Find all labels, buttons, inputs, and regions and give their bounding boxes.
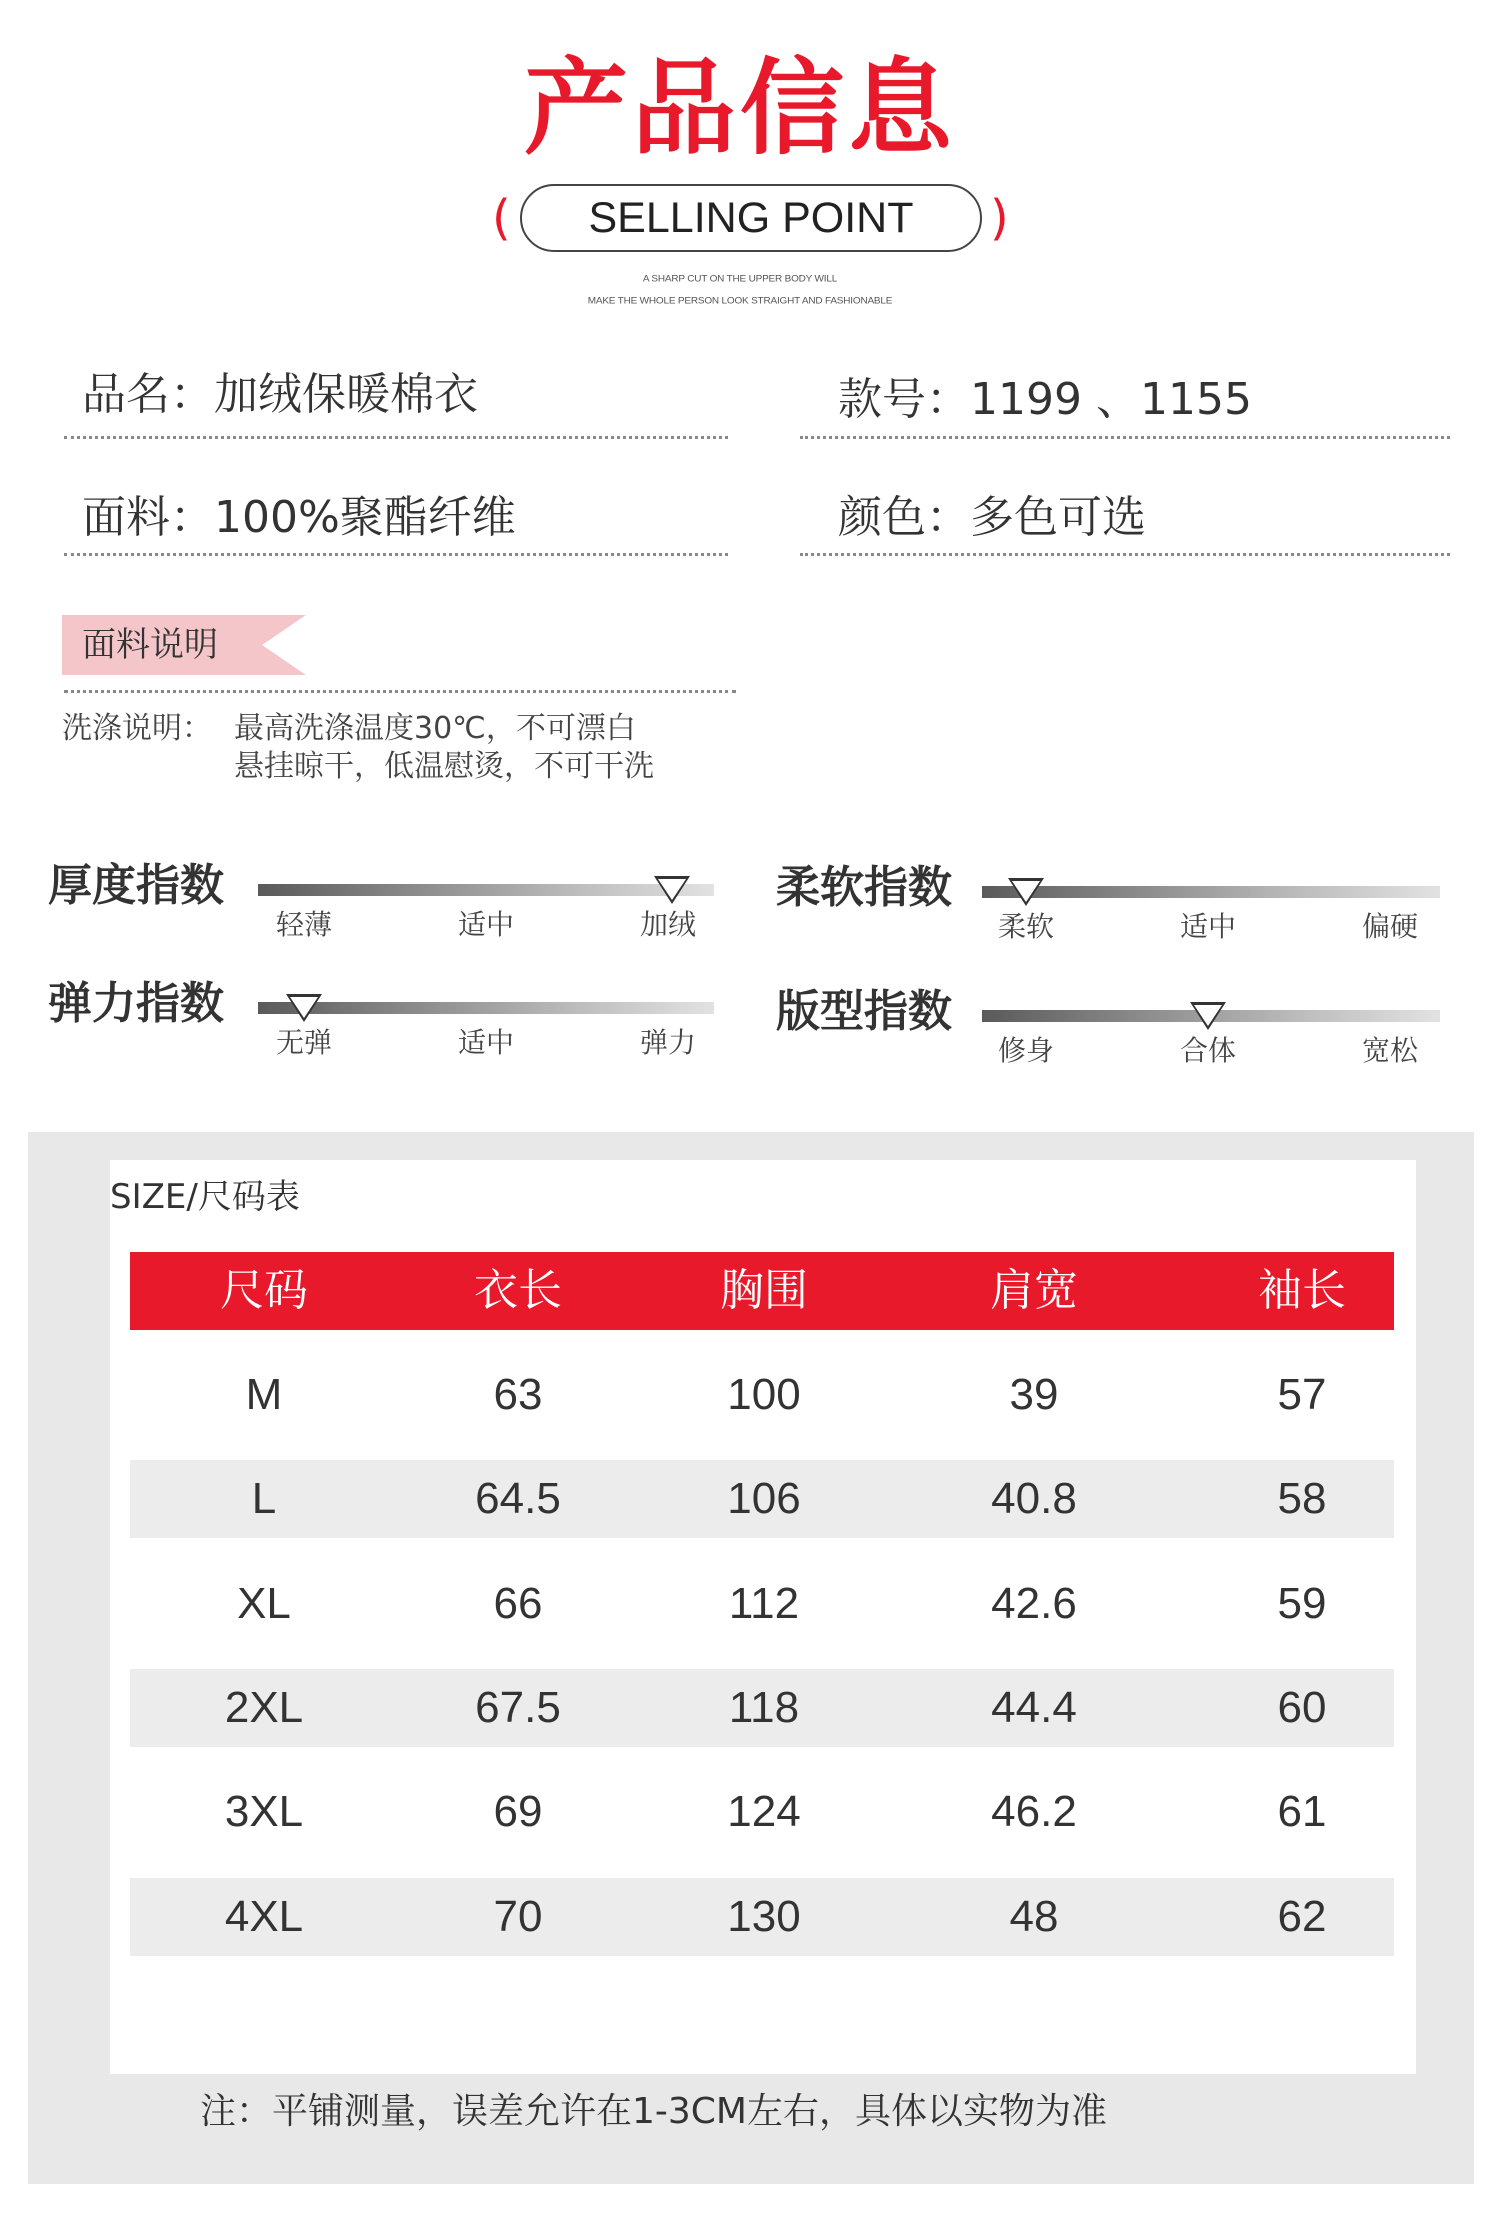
cell-shoulder: 39: [1009, 1370, 1059, 1419]
table-row: [130, 1565, 1394, 1643]
header-length: 衣长: [474, 1265, 562, 1316]
thickness-index-title: 厚度指数: [48, 860, 224, 911]
elasticity-index-title: 弹力指数: [48, 978, 224, 1029]
wash-line-2: 悬挂晾干，低温慰烫，不可干洗: [234, 749, 654, 784]
fit-index-title: 版型指数: [776, 986, 952, 1037]
thickness-label-thin: 轻薄: [276, 908, 333, 941]
cell-chest: 124: [727, 1787, 801, 1836]
header-chest: 胸围: [720, 1265, 808, 1316]
cell-chest: 106: [727, 1474, 801, 1523]
softness-marker-icon: [1008, 878, 1044, 906]
cell-size: XL: [237, 1579, 291, 1628]
table-row: [130, 1460, 1394, 1538]
cell-length: 67.5: [475, 1683, 561, 1732]
cell-shoulder: 44.4: [991, 1683, 1077, 1732]
cell-size: 4XL: [224, 1892, 304, 1941]
fabric-tag-label: 面料说明: [82, 625, 218, 665]
header-shoulder: 肩宽: [990, 1265, 1078, 1316]
color-info: 颜色：多色可选: [838, 492, 1146, 543]
cell-shoulder: 48: [1009, 1892, 1059, 1941]
product-name: 品名：加绒保暖棉衣: [82, 369, 478, 420]
size-table-header: [130, 1252, 1394, 1330]
divider: [800, 436, 1450, 439]
cell-chest: 100: [727, 1370, 801, 1419]
cell-shoulder: 42.6: [991, 1579, 1077, 1628]
wash-label: 洗涤说明：: [62, 711, 212, 746]
divider: [64, 436, 728, 439]
cell-shoulder: 46.2: [991, 1787, 1077, 1836]
tagline-line-1: A SHARP CUT ON THE UPPER BODY WILL: [642, 274, 838, 285]
cell-sleeve: 59: [1277, 1579, 1327, 1628]
thickness-marker-icon: [654, 876, 690, 904]
softness-index-title: 柔软指数: [776, 862, 952, 913]
elasticity-label-none: 无弹: [276, 1026, 333, 1059]
table-row: [130, 1669, 1394, 1747]
header-size: 尺码: [220, 1265, 308, 1316]
fit-label-loose: 宽松: [1362, 1034, 1419, 1067]
cell-chest: 112: [728, 1579, 800, 1628]
fit-label-regular: 合体: [1180, 1034, 1237, 1067]
cell-length: 69: [493, 1787, 543, 1836]
wash-line-1: 最高洗涤温度30℃，不可漂白: [234, 711, 636, 746]
cell-chest: 130: [727, 1892, 801, 1941]
cell-length: 64.5: [475, 1474, 561, 1523]
softness-label-hard: 偏硬: [1362, 910, 1419, 943]
cell-size: M: [245, 1370, 283, 1419]
tagline-line-2: MAKE THE WHOLE PERSON LOOK STRAIGHT AND FASHIONABLE: [587, 296, 893, 307]
table-row: [130, 1773, 1394, 1851]
elasticity-label-medium: 适中: [458, 1026, 515, 1059]
elasticity-scale-bar: [258, 1002, 714, 1014]
size-table-label: SIZE/尺码表: [110, 1177, 300, 1217]
fabric-info: 面料：100%聚酯纤维: [82, 492, 516, 543]
selling-point-pill: SELLING POINT: [520, 184, 982, 252]
page-title: 产品信息: [523, 47, 956, 169]
cell-length: 63: [493, 1370, 543, 1419]
divider: [64, 553, 728, 556]
thickness-label-fleece: 加绒: [640, 908, 697, 941]
left-paren: (: [492, 190, 511, 246]
cell-chest: 118: [728, 1683, 800, 1732]
softness-label-medium: 适中: [1180, 910, 1237, 943]
cell-sleeve: 60: [1277, 1683, 1327, 1732]
header-sleeve: 袖长: [1258, 1265, 1346, 1316]
cell-sleeve: 62: [1277, 1892, 1327, 1941]
softness-label-soft: 柔软: [998, 910, 1055, 943]
style-number: 款号：1199 、1155: [838, 374, 1252, 425]
cell-size: 2XL: [224, 1683, 304, 1732]
cell-sleeve: 61: [1277, 1787, 1327, 1836]
softness-scale-bar: [982, 886, 1440, 898]
cell-sleeve: 58: [1277, 1474, 1327, 1523]
cell-size: 3XL: [224, 1787, 304, 1836]
cell-sleeve: 57: [1277, 1370, 1327, 1419]
cell-length: 70: [493, 1892, 543, 1941]
measurement-note: 注：平铺测量，误差允许在1-3CM左右，具体以实物为准: [200, 2091, 1107, 2132]
cell-size: L: [251, 1474, 277, 1523]
fit-label-slim: 修身: [998, 1034, 1055, 1067]
thickness-label-medium: 适中: [458, 908, 515, 941]
cell-shoulder: 40.8: [991, 1474, 1077, 1523]
fit-marker-icon: [1190, 1002, 1226, 1030]
elasticity-marker-icon: [286, 994, 322, 1022]
table-row: [130, 1356, 1394, 1434]
right-paren: ): [990, 190, 1009, 246]
thickness-scale-bar: [258, 884, 714, 896]
divider: [800, 553, 1450, 556]
cell-length: 66: [493, 1579, 543, 1628]
divider: [64, 690, 736, 693]
elasticity-label-stretch: 弹力: [640, 1026, 697, 1059]
table-row: [130, 1878, 1394, 1956]
